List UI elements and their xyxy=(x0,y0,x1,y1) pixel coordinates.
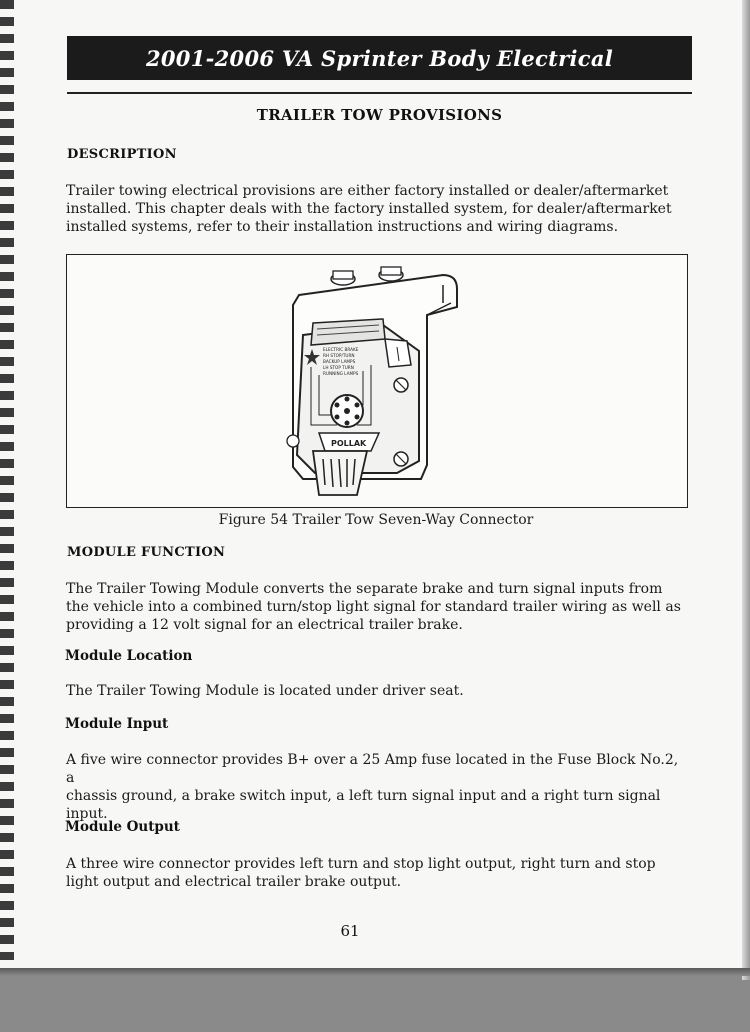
page-bottom-shadow xyxy=(0,968,750,976)
page-number: 61 xyxy=(340,922,360,940)
header-rule xyxy=(67,92,692,94)
paragraph-line: chassis ground, a brake switch input, a left turn signal input and a right turn signal xyxy=(66,788,661,804)
figure-caption: Figure 54 Trailer Tow Seven-Way Connector xyxy=(218,512,534,528)
connector-label: BACKUP LAMPS xyxy=(323,359,356,364)
brand-label: POLLAK xyxy=(331,439,367,448)
description-paragraph xyxy=(66,182,691,236)
header-banner: 2001-2006 VA Sprinter Body Electrical xyxy=(67,36,692,80)
seven-way-connector-illustration xyxy=(67,255,687,507)
module-output-heading: Module Output xyxy=(65,819,180,835)
description-line: installed systems, refer to their installation instructions and wiring diagrams. xyxy=(66,219,619,235)
module-function-heading: MODULE FUNCTION xyxy=(67,545,226,560)
page-edge xyxy=(742,0,750,980)
module-function-paragraph xyxy=(66,580,691,634)
description-line: installed. This chapter deals with the factory installed system, for dealer/aftermarket xyxy=(66,201,672,217)
connector-label: RUNNING LAMPS xyxy=(323,371,359,376)
description-heading: DESCRIPTION xyxy=(67,147,177,162)
figure-frame xyxy=(66,254,688,508)
spiral-binding xyxy=(0,0,14,960)
paragraph-line: The Trailer Towing Module is located under driver seat. xyxy=(66,683,464,699)
paragraph-line: The Trailer Towing Module converts the separate brake and turn signal inputs from xyxy=(66,581,663,597)
module-location-paragraph xyxy=(66,682,691,700)
connector-label: LH STOP TURN xyxy=(323,365,354,370)
module-input-paragraph xyxy=(66,751,691,823)
section-title: TRAILER TOW PROVISIONS xyxy=(256,106,503,124)
paragraph-line: the vehicle into a combined turn/stop light signal for standard trailer wiring as well as xyxy=(66,599,681,615)
paragraph-line: providing a 12 volt signal for an electrical trailer brake. xyxy=(66,617,463,633)
connector-label: RH STOP/TURN xyxy=(323,353,355,358)
paragraph-line: input. xyxy=(66,806,108,822)
paragraph-line: A five wire connector provides B+ over a 25 Amp fuse located in the Fuse Block No.2, a xyxy=(66,752,679,786)
module-location-heading: Module Location xyxy=(65,648,193,664)
description-line: Trailer towing electrical provisions are either factory installed or dealer/aftermarket xyxy=(66,183,669,199)
paragraph-line: A three wire connector provides left turn and stop light output, right turn and stop xyxy=(66,856,656,872)
connector-label: ELECTRIC BRAKE xyxy=(323,347,359,352)
paragraph-line: light output and electrical trailer brake output. xyxy=(66,874,402,890)
module-output-paragraph xyxy=(66,855,691,891)
module-input-heading: Module Input xyxy=(65,716,169,732)
